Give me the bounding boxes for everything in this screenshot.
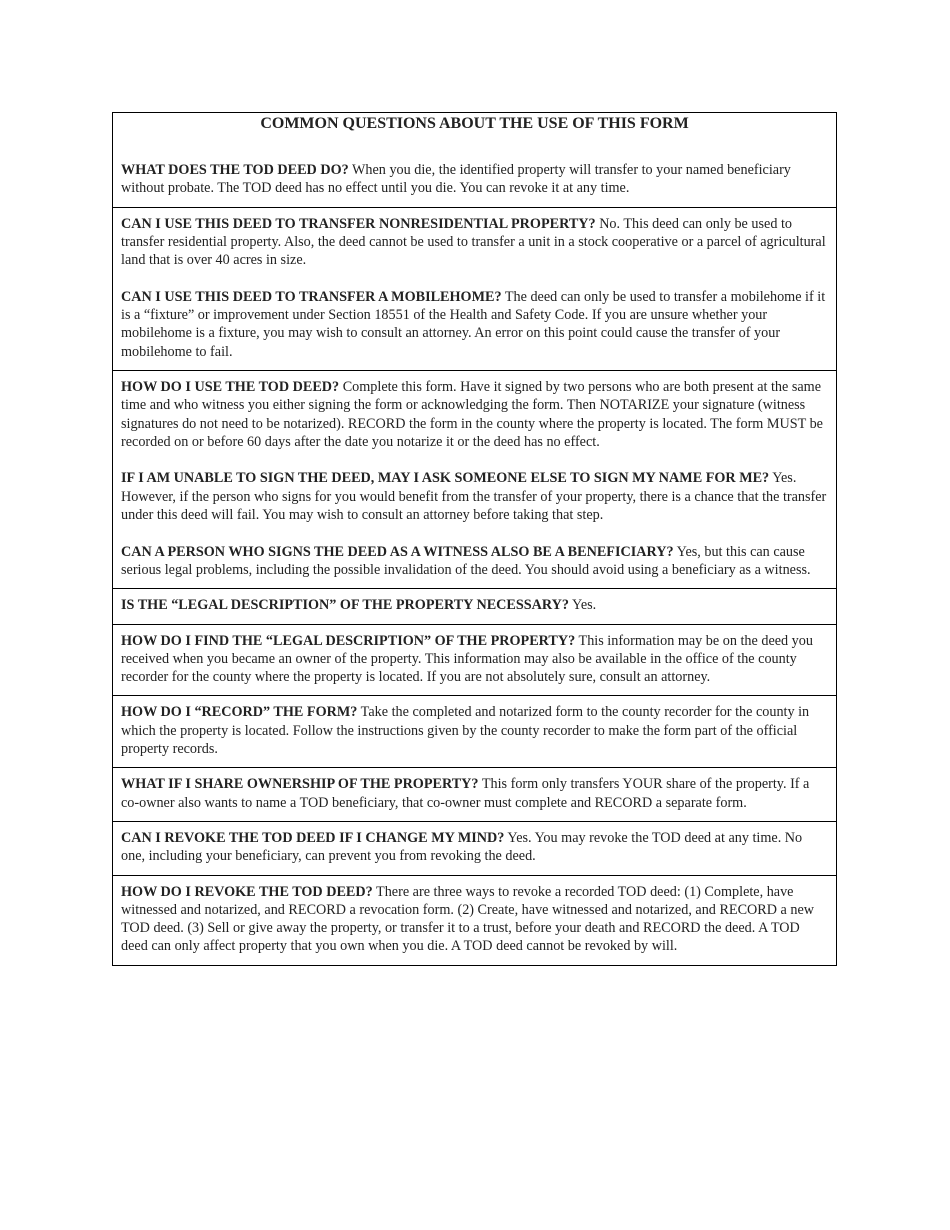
faq-answer: Yes. bbox=[572, 597, 597, 614]
faq-entry bbox=[121, 543, 828, 580]
faq-question: HOW DO I FIND THE “LEGAL DESCRIPTION” OF THE PROPERTY? bbox=[121, 632, 576, 649]
faq-entry bbox=[121, 703, 828, 758]
faq-entry bbox=[121, 378, 828, 451]
faq-entry bbox=[121, 161, 828, 198]
faq-answer: Yes. However, if the person who signs for you would benefit from the transfer of your property, there is a chance that the transfer under this deed will fail. You may wish to consult an attorney before taking that step. bbox=[121, 470, 827, 524]
faq-section bbox=[113, 875, 836, 965]
faq-section bbox=[113, 767, 836, 821]
faq-section bbox=[113, 207, 836, 370]
faq-title-row bbox=[113, 113, 836, 154]
faq-question: HOW DO I “RECORD” THE FORM? bbox=[121, 704, 358, 721]
faq-entry bbox=[121, 829, 828, 866]
faq-section bbox=[113, 370, 836, 588]
faq-answer: Complete this form. Have it signed by two persons who are both present at the same time and who witness you either signing the form or acknowledging the form. Then NOTARIZE your signature (witness signatures do not need to be notarized). RECORD the form in the county where the property is located. The form MUST be recorded on or before 60 days after the date you notarize it or the deed has no effect. bbox=[121, 378, 823, 450]
faq-question: HOW DO I USE THE TOD DEED? bbox=[121, 378, 340, 395]
faq-answer: Take the completed and notarized form to the county recorder for the county in which the property is located. Follow the instructions given by the county recorder to make the form part of the official property records. bbox=[121, 704, 810, 758]
faq-entry bbox=[121, 288, 828, 361]
faq-section bbox=[113, 821, 836, 875]
faq-answer: The deed can only be used to transfer a mobilehome if it is a “fixture” or improvement under Section 18551 of the Health and Safety Code. If you are unsure whether your mobilehome is a fixture, you may wish to consult an attorney. An error on this point could cause the transfer of your mobilehome to fail. bbox=[121, 288, 826, 360]
faq-question: WHAT DOES THE TOD DEED DO? bbox=[121, 162, 349, 178]
faq-answer: This form only transfers YOUR share of the property. If a co-owner also wants to name a TOD beneficiary, that co-owner must complete and RECORD a separate form. bbox=[121, 776, 810, 811]
faq-answer: When you die, the identified property will transfer to your named beneficiary without probate. The TOD deed has no effect until you die. You can revoke it at any time. bbox=[121, 162, 791, 197]
faq-question: CAN I USE THIS DEED TO TRANSFER NONRESIDENTIAL PROPERTY? bbox=[121, 215, 596, 232]
faq-entry bbox=[121, 775, 828, 812]
faq-answer: No. This deed can only be used to transfer residential property. Also, the deed cannot be used to transfer a unit in a stock cooperative or a parcel of agricultural land that is over 40 acres in size. bbox=[121, 215, 826, 269]
faq-body bbox=[113, 154, 836, 965]
faq-question: WHAT IF I SHARE OWNERSHIP OF THE PROPERTY? bbox=[121, 776, 479, 793]
faq-question: HOW DO I REVOKE THE TOD DEED? bbox=[121, 883, 373, 900]
faq-answer: This information may be on the deed you received when you became an owner of the property. This information may also be available in the office of the county recorder for the county where the property is located. If you are not absolutely sure, consult an attorney. bbox=[121, 632, 813, 686]
faq-table bbox=[112, 112, 837, 966]
faq-section bbox=[113, 154, 836, 207]
faq-question: CAN I REVOKE THE TOD DEED IF I CHANGE MY MIND? bbox=[121, 829, 505, 846]
faq-entry bbox=[121, 215, 828, 270]
faq-entry bbox=[121, 883, 828, 956]
faq-question: IF I AM UNABLE TO SIGN THE DEED, MAY I ASK SOMEONE ELSE TO SIGN MY NAME FOR ME? bbox=[121, 470, 770, 487]
faq-entry bbox=[121, 596, 828, 614]
faq-question: CAN A PERSON WHO SIGNS THE DEED AS A WITNESS ALSO BE A BENEFICIARY? bbox=[121, 543, 674, 560]
faq-title: COMMON QUESTIONS ABOUT THE USE OF THIS FORM bbox=[260, 115, 689, 132]
faq-answer: There are three ways to revoke a recorded TOD deed: (1) Complete, have witnessed and notarized, and RECORD a revocation form. (2) Create, have witnessed and notarized, and RECORD a new TOD deed. (3) Sell or give away the property, or transfer it to a trust, before your death and RECORD the deed. A TOD deed can only affect property that you own when you die. A TOD deed cannot be revoked by will. bbox=[121, 883, 815, 955]
faq-entry bbox=[121, 632, 828, 687]
faq-section bbox=[113, 695, 836, 767]
faq-section bbox=[113, 588, 836, 623]
faq-answer: Yes, but this can cause serious legal problems, including the possible invalidation of the deed. You should avoid using a beneficiary as a witness. bbox=[121, 543, 811, 578]
faq-entry bbox=[121, 469, 828, 524]
faq-question: CAN I USE THIS DEED TO TRANSFER A MOBILEHOME? bbox=[121, 288, 502, 305]
faq-question: IS THE “LEGAL DESCRIPTION” OF THE PROPERTY NECESSARY? bbox=[121, 597, 569, 614]
faq-answer: Yes. You may revoke the TOD deed at any time. No one, including your beneficiary, can prevent you from revoking the deed. bbox=[121, 829, 803, 865]
faq-section bbox=[113, 624, 836, 696]
